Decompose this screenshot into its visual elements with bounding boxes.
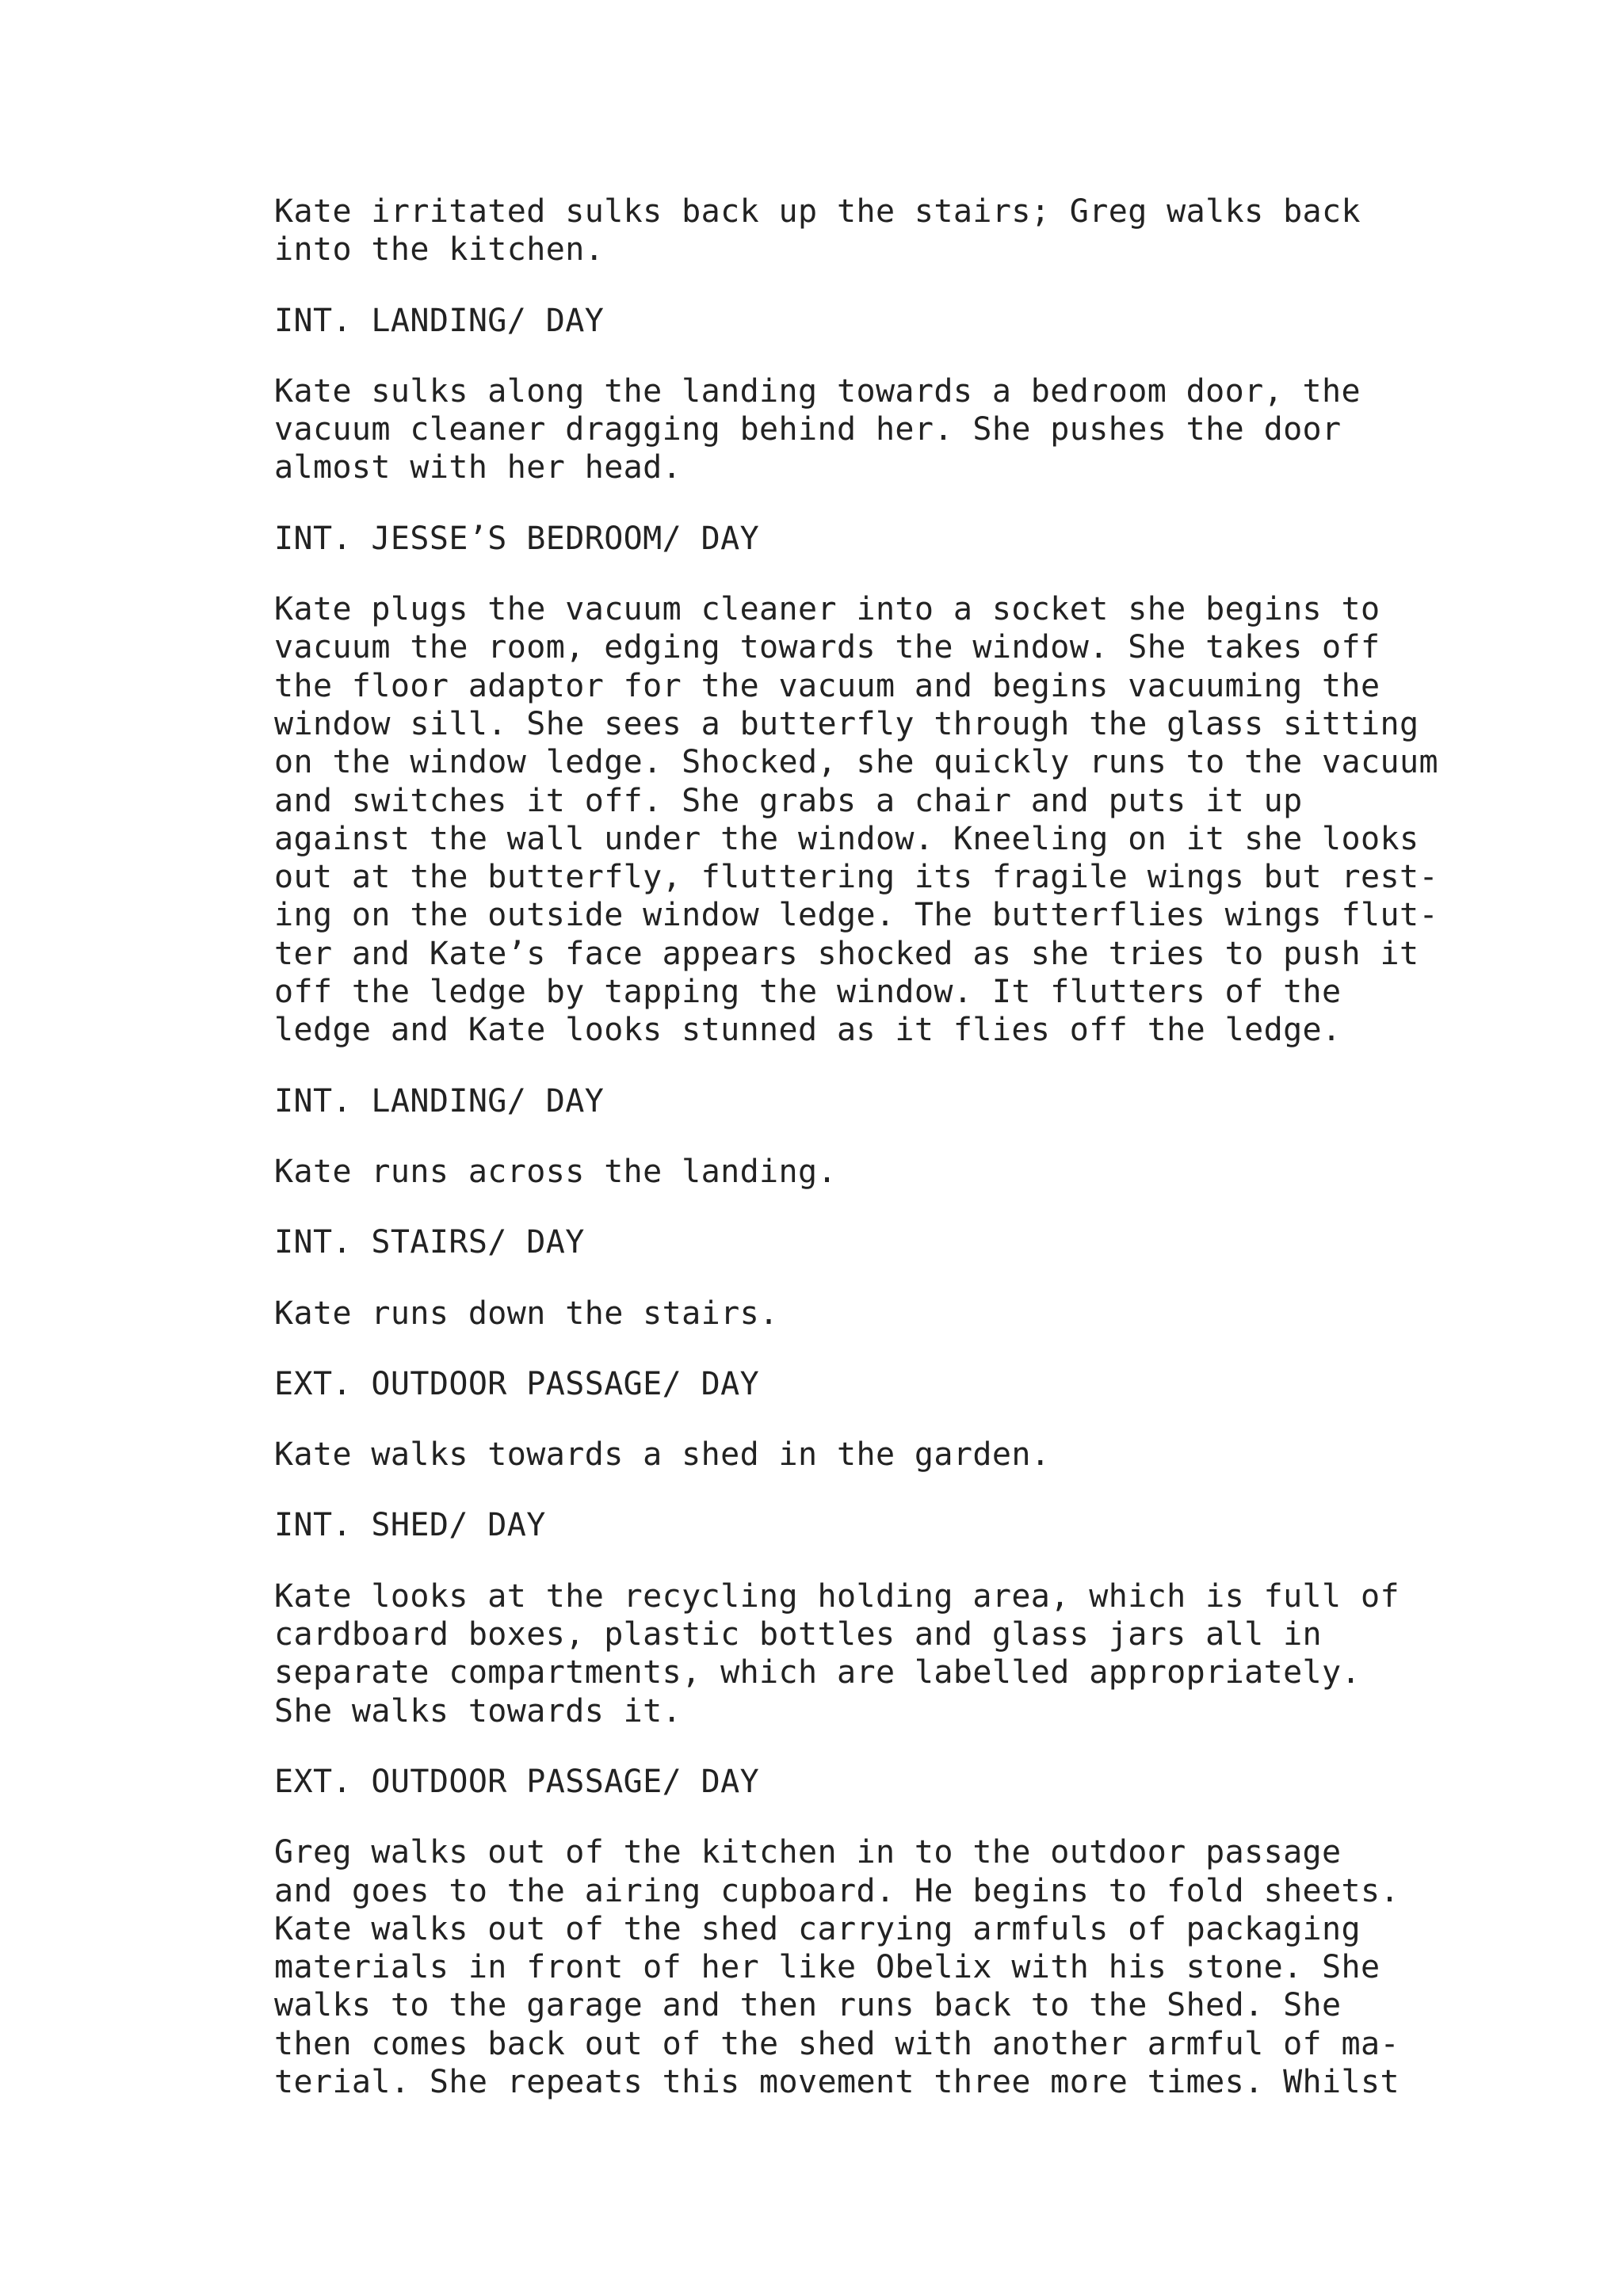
- action-block: [274, 1833, 1542, 2101]
- action-line: and goes to the airing cupboard. He begins to fold sheets.: [274, 1872, 1400, 1909]
- action-line: into the kitchen.: [274, 231, 605, 269]
- action-line: ing on the outside window ledge. The butterflies wings flut-: [274, 897, 1438, 934]
- action-line: cardboard boxes, plastic bottles and glass jars all in: [274, 1616, 1323, 1653]
- action-line: vacuum the room, edging towards the window. She takes off: [274, 629, 1381, 666]
- scene-heading: EXT. OUTDOOR PASSAGE/ DAY: [274, 1763, 760, 1800]
- action-line: window sill. She sees a butterfly through the glass sitting: [274, 705, 1419, 742]
- action-line: on the window ledge. Shocked, she quickly runs to the vacuum: [274, 744, 1438, 781]
- action-block: [274, 193, 1542, 269]
- action-line: walks to the garage and then runs back to the Shed. She: [274, 1987, 1342, 2024]
- action-line: off the ledge by tapping the window. It flutters of the: [274, 974, 1342, 1011]
- action-line: separate compartments, which are labelled appropriately.: [274, 1654, 1361, 1691]
- action-line: ter and Kate’s face appears shocked as she tries to push it: [274, 935, 1419, 972]
- action-line: out at the butterfly, fluttering its fragile wings but rest-: [274, 859, 1438, 896]
- action-line: Kate looks at the recycling holding area, which is full of: [274, 1577, 1400, 1615]
- action-line: Kate walks out of the shed carrying armfuls of packaging: [274, 1910, 1361, 1947]
- action-line: Kate runs down the stairs.: [274, 1295, 779, 1332]
- action-block: [274, 1436, 1542, 1474]
- scene-heading: EXT. OUTDOOR PASSAGE/ DAY: [274, 1365, 760, 1402]
- action-line: She walks towards it.: [274, 1692, 682, 1730]
- action-line: almost with her head.: [274, 449, 682, 486]
- action-block: [274, 1577, 1542, 1730]
- action-line: Kate plugs the vacuum cleaner into a socket she begins to: [274, 591, 1381, 628]
- action-line: and switches it off. She grabs a chair and puts it up: [274, 782, 1303, 819]
- action-line: terial. She repeats this movement three more times. Whilst: [274, 2063, 1400, 2100]
- scene-heading: INT. LANDING/ DAY: [274, 1082, 605, 1119]
- action-line: Kate irritated sulks back up the stairs; Greg walks back: [274, 193, 1361, 230]
- action-line: Greg walks out of the kitchen in to the outdoor passage: [274, 1834, 1342, 1871]
- action-line: Kate walks towards a shed in the garden.: [274, 1436, 1051, 1474]
- scene-heading: INT. SHED/ DAY: [274, 1507, 546, 1544]
- action-line: against the wall under the window. Kneeling on it she looks: [274, 820, 1419, 857]
- scene-heading: INT. STAIRS/ DAY: [274, 1224, 585, 1261]
- action-line: vacuum cleaner dragging behind her. She pushes the door: [274, 411, 1342, 448]
- action-block: [274, 372, 1542, 487]
- action-line: then comes back out of the shed with another armful of ma-: [274, 2025, 1400, 2062]
- action-line: the floor adaptor for the vacuum and begins vacuuming the: [274, 667, 1381, 704]
- action-line: ledge and Kate looks stunned as it flies off the ledge.: [274, 1012, 1342, 1049]
- screenplay-body: [274, 193, 1542, 2134]
- action-line: materials in front of her like Obelix with his stone. She: [274, 1949, 1381, 1986]
- action-line: Kate runs across the landing.: [274, 1153, 837, 1190]
- action-block: [274, 590, 1542, 1050]
- action-line: Kate sulks along the landing towards a bedroom door, the: [274, 372, 1361, 410]
- action-block: [274, 1153, 1542, 1191]
- action-block: [274, 1295, 1542, 1333]
- scene-heading: INT. JESSE’S BEDROOM/ DAY: [274, 520, 760, 557]
- scene-heading: INT. LANDING/ DAY: [274, 302, 605, 339]
